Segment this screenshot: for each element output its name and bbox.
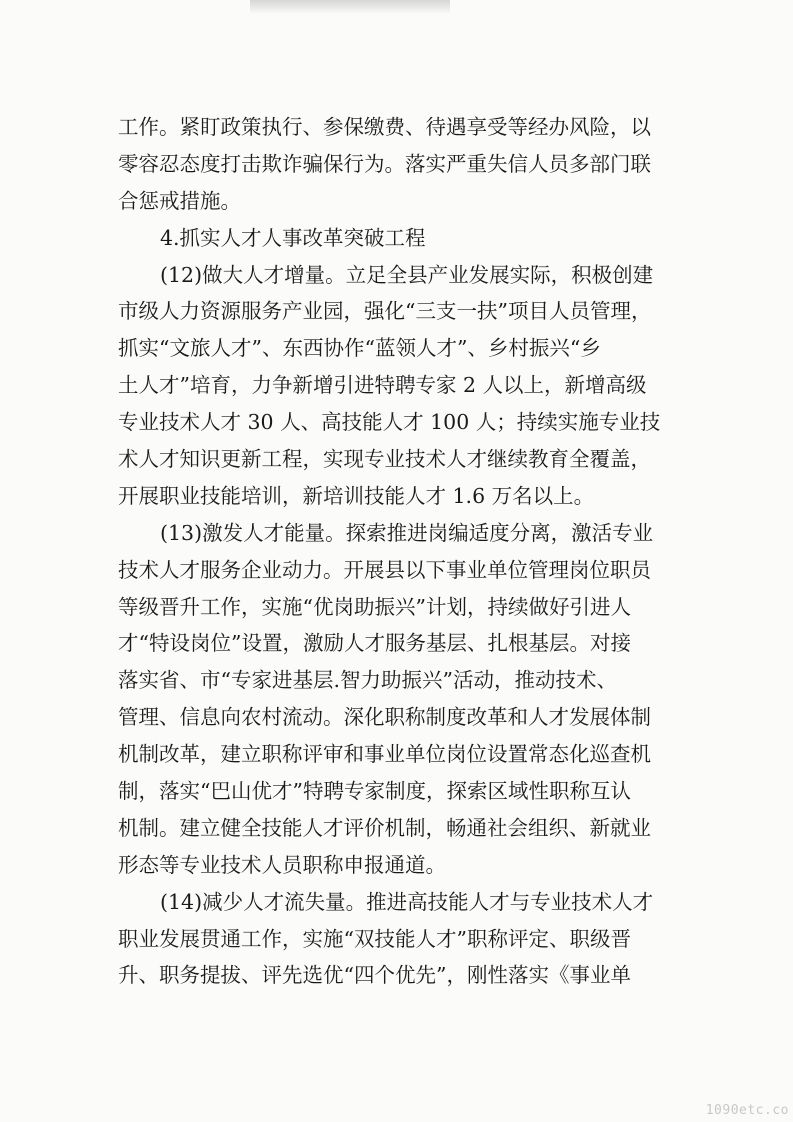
text-line: 技术人才服务企业动力。开展县以下事业单位管理岗位职员 <box>118 557 651 582</box>
text-line: 形态等专业技术人员职称申报通道。 <box>118 852 446 877</box>
text-line: 等级晋升工作，实施“优岗助振兴”计划，持续做好引进人 <box>118 594 631 619</box>
text-line: 机制改革，建立职称评审和事业单位岗位设置常态化巡查机 <box>118 742 651 767</box>
text-line: 落实省、市“专家进基层.智力助振兴”活动，推动技术、 <box>118 668 617 693</box>
text-line: 零容忍态度打击欺诈骗保行为。落实严重失信人员多部门联 <box>118 151 651 176</box>
text-line: 市级人力资源服务产业园，强化“三支一扶”项目人员管理， <box>118 299 652 324</box>
scan-bleed-mark <box>250 0 450 14</box>
text-line: 职业发展贯通工作，实施“双技能人才”职称评定、职级晋 <box>118 926 631 951</box>
text-line: 4.抓实人才人事改革突破工程 <box>160 225 426 250</box>
text-line: 合惩戒措施。 <box>118 188 241 213</box>
text-line: 土人才”培育，力争新增引进特聘专家 2 人以上，新增高级 <box>118 373 647 398</box>
text-line: 管理、信息向农村流动。深化职称制度改革和人才发展体制 <box>118 705 651 730</box>
text-line: 制，落实“巴山优才”特聘专家制度，探索区域性职称互认 <box>118 779 631 804</box>
watermark: 1090etc.co <box>705 1103 789 1118</box>
text-line: 升、职务提拔、评先选优“四个优先”，刚性落实《事业单 <box>118 963 631 988</box>
body-text <box>118 109 693 994</box>
text-line: (14)减少人才流失量。推进高技能人才与专业技术人才 <box>160 889 654 914</box>
text-line: 术人才知识更新工程，实现专业技术人才继续教育全覆盖， <box>118 447 651 472</box>
text-line: 才“特设岗位”设置，激励人才服务基层、扎根基层。对接 <box>118 631 631 656</box>
text-line: (12)做大人才增量。立足全县产业发展实际，积极创建 <box>160 262 654 287</box>
text-line: 机制。建立健全技能人才评价机制，畅通社会组织、新就业 <box>118 815 651 840</box>
text-line: 开展职业技能培训，新培训技能人才 1.6 万名以上。 <box>118 483 595 508</box>
text-line: 抓实“文旅人才”、东西协作“蓝领人才”、乡村振兴“乡 <box>118 336 601 361</box>
text-line: 专业技术人才 30 人、高技能人才 100 人；持续实施专业技 <box>118 410 661 435</box>
text-line: (13)激发人才能量。探索推进岗编适度分离，激活专业 <box>160 520 654 545</box>
text-line: 工作。紧盯政策执行、参保缴费、待遇享受等经办风险，以 <box>118 115 651 139</box>
